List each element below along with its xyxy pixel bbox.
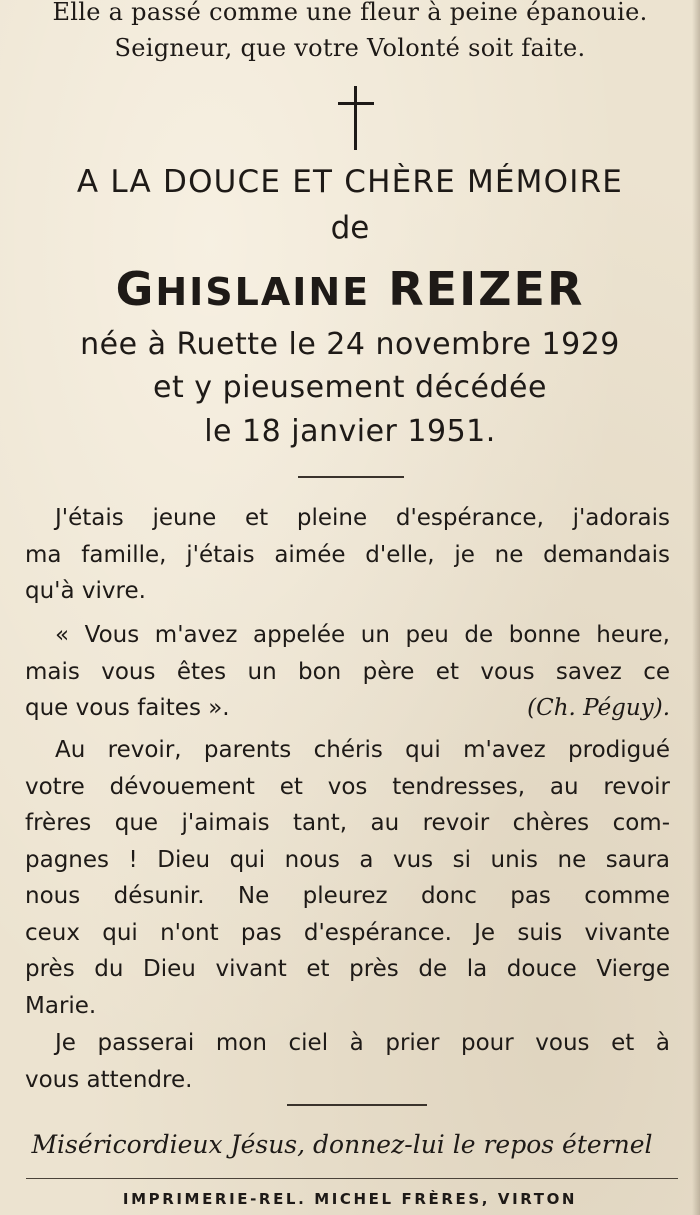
- birth-line: née à Ruette le 24 novembre 1929: [80, 327, 620, 362]
- paragraph-3-line: ceux qui n'ont pas d'espérance. Je suis vivante: [25, 919, 670, 946]
- paragraph-3-line: pagnes ! Dieu qui nous a vus si unis ne saura: [25, 846, 670, 873]
- paragraph-1: [25, 500, 670, 610]
- paragraph-4-line: vous attendre.: [25, 1066, 193, 1093]
- memorial-de: de: [330, 210, 370, 246]
- epigraph-line-1: Elle a passé comme une fleur à peine épanouie.: [52, 0, 648, 26]
- paragraph-3-line: Au revoir, parents chéris qui m'avez prodigué: [55, 737, 670, 763]
- name-last: REIZER: [388, 262, 585, 316]
- paragraph-3-line: frères que j'aimais tant, au revoir chères com-: [25, 810, 670, 836]
- divider-bottom: [287, 1104, 427, 1106]
- name-first-rest: HISLAINE: [155, 270, 371, 314]
- deceased-name: [0, 262, 700, 316]
- paragraph-1-line: ma famille, j'étais aimée d'elle, je ne demandais: [25, 541, 670, 568]
- paragraph-2-text: que vous faites ».: [25, 695, 230, 721]
- memorial-heading: A LA DOUCE ET CHÈRE MÉMOIRE: [76, 164, 624, 200]
- death-line-1: et y pieusement décédée: [153, 370, 547, 405]
- paragraph-2-line: « Vous m'avez appelée un peu de bonne heure,: [55, 622, 670, 648]
- death-line-2: le 18 janvier 1951.: [204, 414, 496, 449]
- paragraph-4: [25, 1025, 670, 1098]
- paragraph-3-line: Marie.: [25, 992, 97, 1019]
- printer-rule: [26, 1178, 678, 1179]
- paragraph-3-line: votre dévouement et vos tendresses, au revoir: [25, 773, 670, 800]
- paragraph-4-line: Je passerai mon ciel à prier pour vous et à: [55, 1030, 670, 1056]
- paragraph-3: [25, 732, 670, 1024]
- paragraph-2-line: mais vous êtes un bon père et vous savez ce: [25, 658, 670, 685]
- paragraph-2-line-last: [25, 690, 670, 727]
- closing-prayer: Miséricordieux Jésus, donnez-lui le repos éternel: [31, 1130, 653, 1159]
- cross-icon: [338, 86, 374, 150]
- paragraph-2: [25, 617, 670, 727]
- paragraph-3-line: près du Dieu vivant et près de la douce Vierge: [25, 956, 670, 982]
- paragraph-3-line: nous désunir. Ne pleurez donc pas comme: [25, 883, 670, 909]
- divider-top: [298, 476, 404, 478]
- paragraph-1-line: J'étais jeune et pleine d'espérance, j'adorais: [55, 505, 670, 531]
- name-first-initial: G: [115, 262, 156, 316]
- printer-credit: IMPRIMERIE-REL. MICHEL FRÈRES, VIRTON: [122, 1190, 578, 1208]
- peguy-attribution: (Ch. Péguy).: [527, 695, 670, 721]
- epigraph-line-2: Seigneur, que votre Volonté soit faite.: [114, 34, 586, 62]
- paragraph-1-line: qu'à vivre.: [25, 578, 146, 604]
